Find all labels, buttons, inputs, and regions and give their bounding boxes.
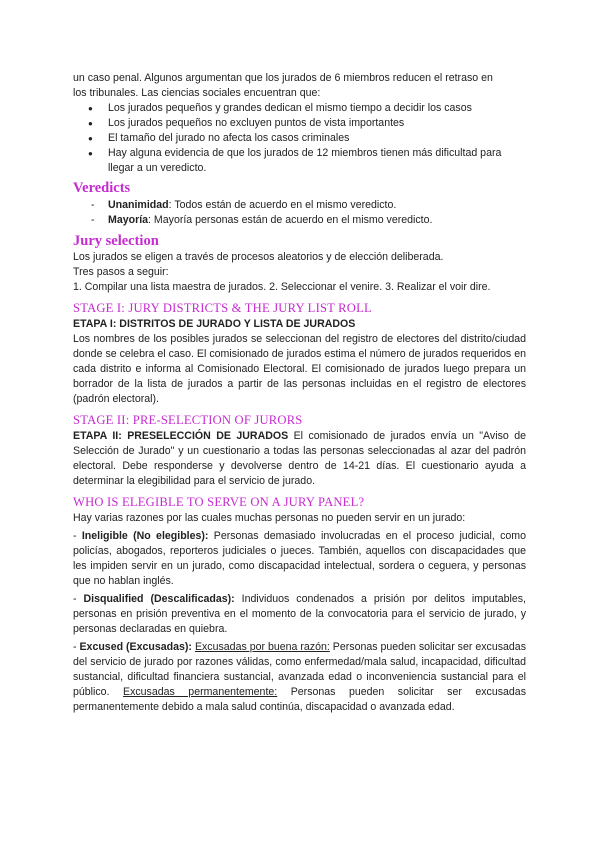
jury-selection-line: Tres pasos a seguir: <box>73 266 169 278</box>
list-item: ● El tamaño del jurado no afecta los casos criminales <box>108 131 526 146</box>
excused-good-reason: Excusadas por buena razón: <box>194 641 330 653</box>
disqualified-paragraph: - Disqualified (Descalificadas): Individuos condenados a prisión por delitos imputables, personas en prisión preventiva en el momento de la convocatoria para el servicio de jurado, y personas declaradas en quiebra. <box>73 593 526 635</box>
verdict-term: Mayoría <box>108 214 149 226</box>
jury-selection-line: Los jurados se eligen a través de procesos aleatorios y de elección deliberada. <box>73 251 444 263</box>
list-item <box>108 213 526 228</box>
verdicts-list <box>73 198 526 228</box>
verdicts-heading: Veredicts <box>73 180 131 196</box>
page-content <box>73 71 526 715</box>
list-item: ● Los jurados pequeños no excluyen puntos de vista importantes <box>108 116 526 131</box>
jury-selection-heading: Jury selection <box>73 233 159 249</box>
ineligible-label: Ineligible (No elegibles): <box>81 530 209 542</box>
stage2-heading: STAGE II: PRE-SELECTION OF JURORS <box>73 413 303 427</box>
excused-permanent-text: Personas pueden solicitar ser excusadas permanentemente debido a mala salud continúa, discapacidad o avanzada edad. <box>73 686 526 713</box>
stage1-text: Los nombres de los posibles jurados se seleccionan del registro de electores del distrito/ciudad donde se celebra el caso. El comisionado de jurados estima el número de jurados requeridos en cada distrito e informa al Comisionado Electoral. El comisionado de jurados luego prepara un borrador de la lista de jurados a partir de las personas incluidas en el registro de electores (padrón electoral). <box>73 333 526 405</box>
stage2-text: El comisionado de jurados envía un "Aviso de Selección de Jurado" y un cuestionario a todas las personas seleccionadas al azar del padrón electoral. Debe responderse y devolverse dentro de 14-21 días. El cuestionario ayuda a determinar la elegibilidad para el servicio de jurado. <box>73 430 526 487</box>
intro-line: los tribunales. Las ciencias sociales encuentran que: <box>73 87 321 99</box>
verdict-text: : Todos están de acuerdo en el mismo veredicto. <box>168 199 397 211</box>
ineligible-text: Personas demasiado involucradas en el proceso judicial, como policías, abogados, reporteros judiciales o jueces. También, aquellos con discapacidades que les impiden servir en un jurado, como discapacidad intelectual, sordera o ceguera, y personas que no hablan inglés. <box>73 530 526 587</box>
stage1-subheading: ETAPA I: DISTRITOS DE JURADO Y LISTA DE JURADOS <box>73 318 356 330</box>
disqualified-label: Disqualified (Descalificadas): <box>83 593 235 605</box>
excused-label: Excused (Excusadas): <box>79 641 192 653</box>
eligibility-intro: Hay varias razones por las cuales muchas personas no pueden servir en un jurado: <box>73 512 466 524</box>
jury-selection-line: 1. Compilar una lista maestra de jurados. 2. Seleccionar el venire. 3. Realizar el voir dire. <box>73 281 491 293</box>
excused-permanent: Excusadas permanentemente: <box>123 686 278 698</box>
verdict-term: Unanimidad <box>108 199 169 211</box>
excused-paragraph: - Excused (Excusadas): Excusadas por buena razón: Personas pueden solicitar ser excusadas del servicio de jurado por razones válidas, como enfermedad/mala salud, incapacidad, dificultad sustancial, dificultad financiera sustancial, avanzada edad o inconveniencia sustancial para el público. Excusadas permanentemente: Personas pueden solicitar ser excusadas permanentemente debido a mala salud continúa, discapacidad o avanzada edad. <box>73 641 526 713</box>
disqualified-text: Individuos condenados a prisión por delitos imputables, personas en prisión preventiva en el momento de la convocatoria para el servicio de jurado, y personas declaradas en quiebra. <box>73 593 526 635</box>
verdict-text: : Mayoría personas están de acuerdo en el mismo veredicto. <box>148 214 433 226</box>
stage1-heading: STAGE I: JURY DISTRICTS & THE JURY LIST ROLL <box>73 301 372 315</box>
eligibility-heading: WHO IS ELEGIBLE TO SERVE ON A JURY PANEL? <box>73 495 365 509</box>
intro-line: un caso penal. Algunos argumentan que los jurados de 6 miembros reducen el retraso en <box>73 72 493 84</box>
findings-list <box>73 101 526 176</box>
ineligible-paragraph: - Ineligible (No elegibles): Personas demasiado involucradas en el proceso judicial, como policías, abogados, reporteros judiciales o jueces. También, aquellos con discapacidades que les impiden servir en un jurado, como discapacidad intelectual, sordera o ceguera, y personas que no hablan inglés. <box>73 530 526 587</box>
stage2-paragraph <box>73 429 526 489</box>
list-item: ● Hay alguna evidencia de que los jurados de 12 miembros tienen más dificultad para llegar a un veredicto. <box>108 146 526 176</box>
stage2-lead: ETAPA II: PRESELECCIÓN DE JURADOS <box>73 430 289 442</box>
excused-text: Personas pueden solicitar ser excusadas del servicio de jurado por razones válidas, como enfermedad/mala salud, incapacidad, dificultad sustancial, dificultad financiera sustancial, avanzada edad o inconveniencia sustancial para el público. <box>73 641 526 698</box>
list-item <box>108 198 526 213</box>
list-item: ● Los jurados pequeños y grandes dedican el mismo tiempo a decidir los casos <box>108 101 526 116</box>
